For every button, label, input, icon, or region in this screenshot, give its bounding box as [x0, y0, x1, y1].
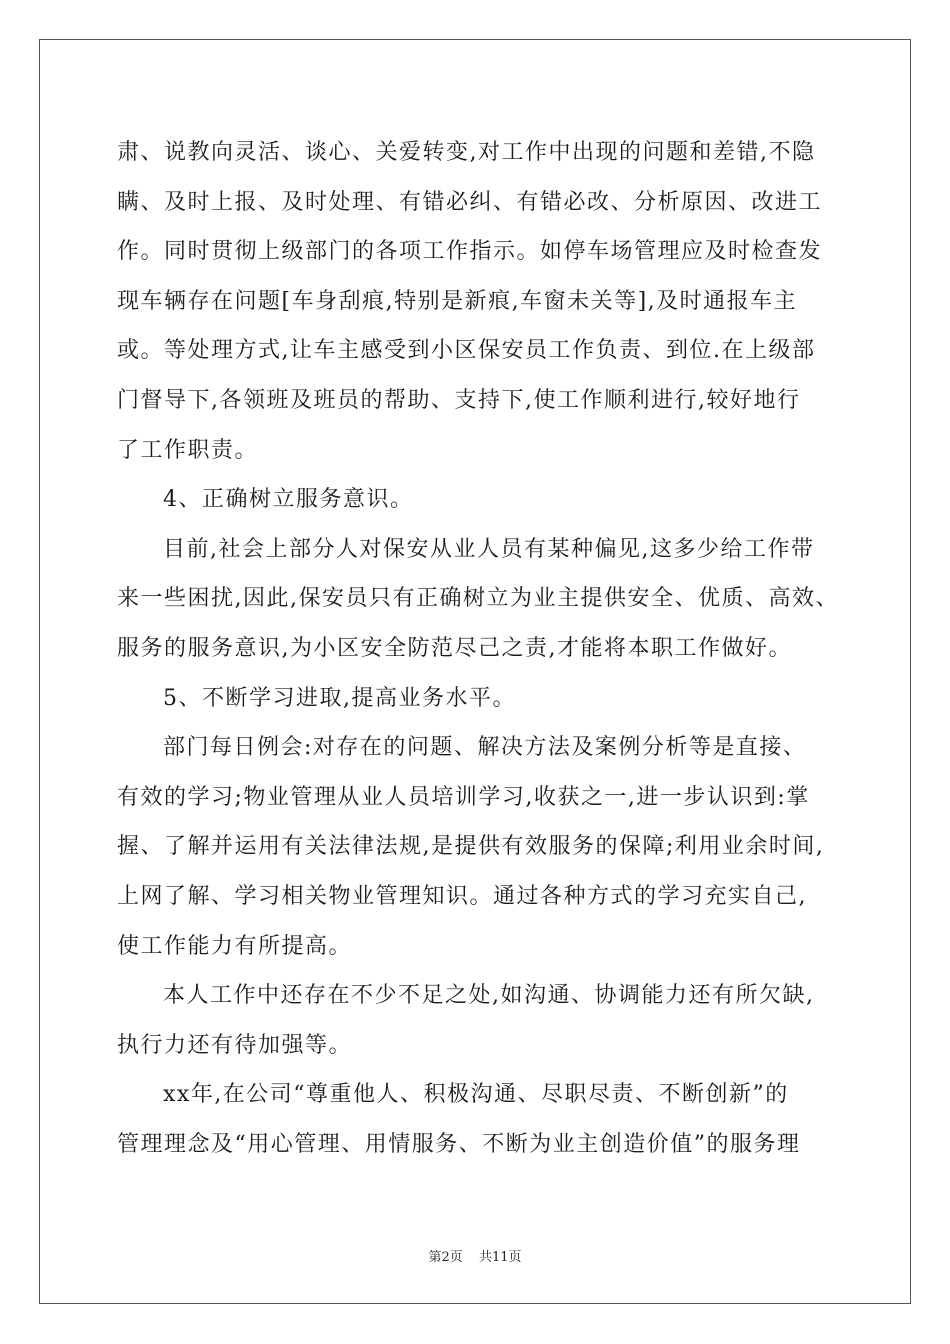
text-line: 服务的服务意识,为小区安全防范尽己之责,才能将本职工作做好。 [117, 635, 792, 661]
text-line: 本人工作中还存在不少不足之处,如沟通、协调能力还有所欠缺, [163, 983, 815, 1009]
text-line: 目前,社会上部分人对保安从业人员有某种偏见,这多少给工作带 [163, 536, 815, 562]
page-footer [0, 1246, 950, 1265]
page-total: 共11页 [478, 1250, 522, 1265]
text-line: 管理理念及“用心管理、用情服务、不断为业主创造价值”的服务理 [117, 1131, 801, 1157]
section-heading: 4、正确树立服务意识。 [163, 487, 414, 513]
text-line: 瞒、及时上报、及时处理、有错必纠、有错必改、分析原因、改进工 [117, 189, 823, 215]
text-line: xx年,在公司“尊重他人、积极沟通、尽职尽责、不断创新”的 [163, 1082, 789, 1108]
text-line: 门督导下,各领班及班员的帮助、支持下,使工作顺利进行,较好地行 [117, 387, 801, 413]
document-body [117, 128, 837, 1169]
text-line: 部门每日例会:对存在的问题、解决方法及案例分析等是直接、 [163, 735, 807, 761]
text-line: 执行力还有待加强等。 [117, 1032, 353, 1058]
text-line: 或。等处理方式,让车主感受到小区保安员工作负责、到位.在上级部 [117, 338, 816, 364]
text-line: 握、了解并运用有关法律法规,是提供有效服务的保障;利用业余时间, [117, 834, 825, 860]
text-line: 现车辆存在问题[车身刮痕,特别是新痕,车窗未关等],及时通报车主 [117, 288, 798, 314]
text-line: 了工作职责。 [117, 437, 259, 463]
text-line: 作。同时贯彻上级部门的各项工作指示。如停车场管理应及时检查发 [117, 239, 823, 265]
page-number: 第2页 [428, 1250, 463, 1265]
section-heading: 5、不断学习进取,提高业务水平。 [163, 685, 516, 711]
text-line: 来一些困扰,因此,保安员只有正确树立为业主提供安全、优质、高效、 [117, 586, 839, 612]
text-line: 肃、说教向灵活、谈心、关爱转变,对工作中出现的问题和差错,不隐 [117, 140, 816, 165]
text-line: 有效的学习;物业管理从业人员培训学习,收获之一,进一步认识到:掌 [117, 784, 810, 810]
text-line: 使工作能力有所提高。 [117, 933, 353, 959]
text-line: 上网了解、学习相关物业管理知识。通过各种方式的学习充实自己, [117, 883, 807, 909]
